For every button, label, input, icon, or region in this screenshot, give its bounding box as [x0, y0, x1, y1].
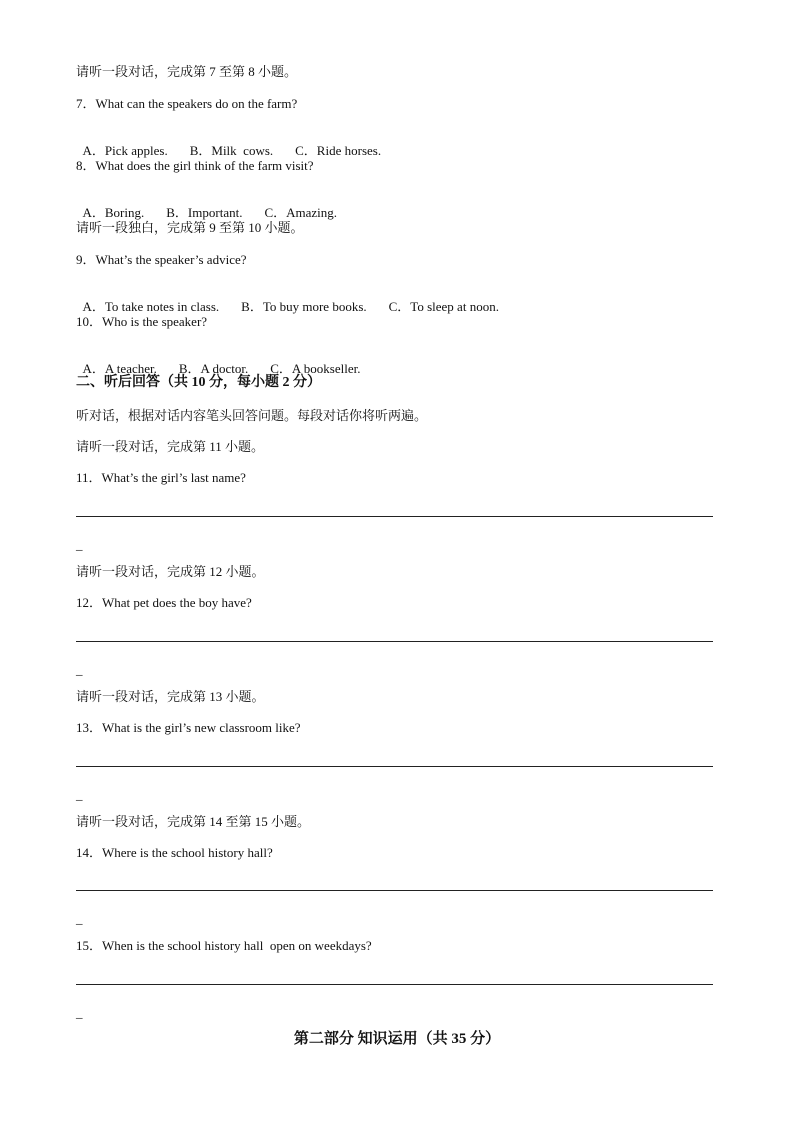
- option-10b: B．A doctor.: [178, 361, 249, 376]
- answer-mark-11: _: [76, 537, 83, 552]
- answer-mark-15: _: [76, 1005, 83, 1020]
- answer-line-13[interactable]: [76, 766, 713, 767]
- dialogue-intro-14-15: 请听一段对话，完成第 14 至第 15 小题。: [76, 814, 311, 829]
- option-8b: B．Important.: [166, 205, 243, 220]
- option-7b: B．Milk cows.: [189, 143, 274, 158]
- answer-line-15[interactable]: [76, 984, 713, 985]
- section-heading: 二、听后回答（共 10 分，每小题 2 分）: [76, 375, 321, 390]
- option-7c: C．Ride horses.: [295, 143, 382, 158]
- options-10: [76, 345, 361, 377]
- monologue-intro-9-10: 请听一段独白，完成第 9 至第 10 小题。: [76, 220, 304, 235]
- question-15: 15．When is the school history hall open on weekdays?: [76, 938, 372, 953]
- option-8a: A．Boring.: [82, 205, 145, 220]
- dialogue-intro-11: 请听一段对话，完成第 11 小题。: [76, 439, 265, 454]
- answer-line-11[interactable]: [76, 516, 713, 517]
- question-9: 9．What’s the speaker’s advice?: [76, 252, 247, 267]
- option-10c: C．A bookseller.: [270, 361, 361, 376]
- option-9b: B．To buy more books.: [241, 299, 367, 314]
- options-8: [76, 189, 337, 221]
- option-10a: A．A teacher.: [82, 361, 157, 376]
- option-8c: C．Amazing.: [264, 205, 338, 220]
- answer-line-14[interactable]: [76, 890, 713, 891]
- option-9c: C．To sleep at noon.: [388, 299, 499, 314]
- question-12: 12．What pet does the boy have?: [76, 595, 252, 610]
- question-11: 11．What’s the girl’s last name?: [76, 470, 246, 485]
- question-14: 14．Where is the school history hall?: [76, 845, 273, 860]
- answer-mark-14: _: [76, 911, 83, 926]
- answer-line-12[interactable]: [76, 641, 713, 642]
- section-instruction: 听对话，根据对话内容笔头回答问题。每段对话你将听两遍。: [76, 408, 428, 423]
- dialogue-intro-13: 请听一段对话，完成第 13 小题。: [76, 689, 265, 704]
- question-10: 10．Who is the speaker?: [76, 314, 208, 329]
- question-8: 8．What does the girl think of the farm visit?: [76, 158, 314, 173]
- options-7: [76, 127, 381, 159]
- dialogue-intro-7-8: 请听一段对话，完成第 7 至第 8 小题。: [76, 64, 298, 79]
- options-9: [76, 283, 499, 315]
- option-7a: A．Pick apples.: [82, 143, 168, 158]
- option-9a: A．To take notes in class.: [82, 299, 220, 314]
- question-13: 13．What is the girl’s new classroom like?: [76, 720, 301, 735]
- question-7: 7．What can the speakers do on the farm?: [76, 96, 298, 111]
- part-two-title: 第二部分 知识运用（共 35 分）: [293, 1031, 501, 1047]
- answer-mark-12: _: [76, 662, 83, 677]
- dialogue-intro-12: 请听一段对话，完成第 12 小题。: [76, 564, 265, 579]
- answer-mark-13: _: [76, 787, 83, 802]
